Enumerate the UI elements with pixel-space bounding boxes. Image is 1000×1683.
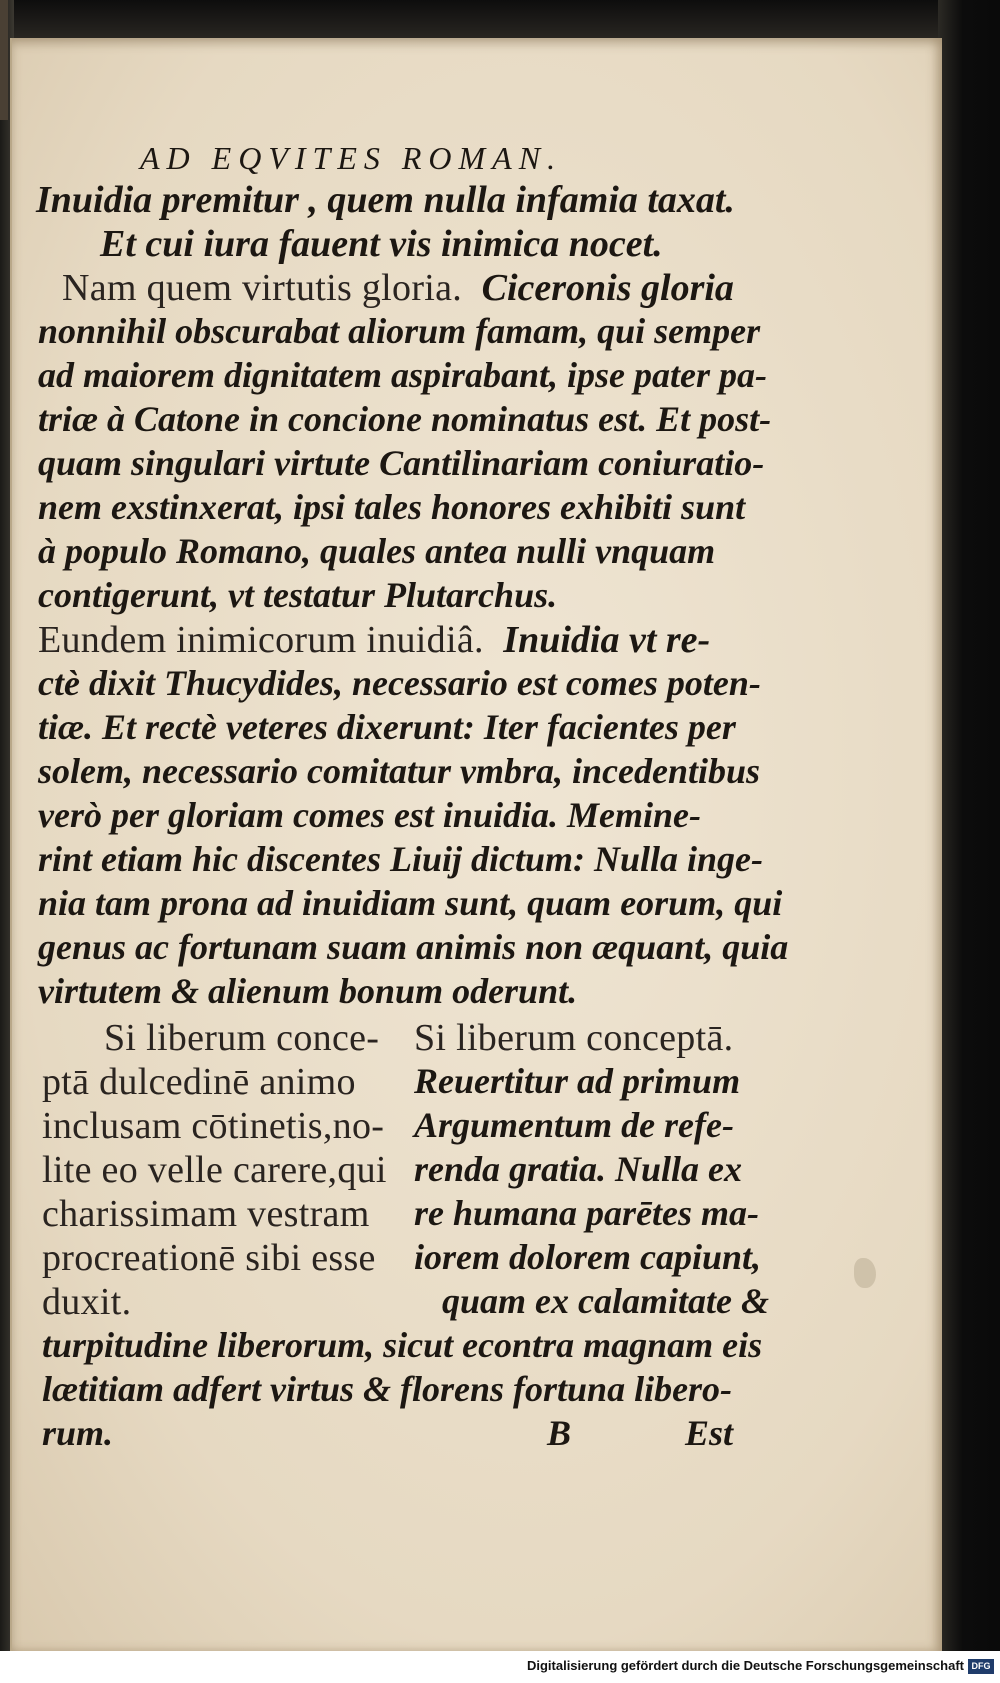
commentary-2-lemma: Eundem inimicorum inuidiâ. [38,619,484,661]
note-column-line: iorem dolorem capiunt, [414,1237,762,1277]
dfg-logo: DFG [968,1659,994,1674]
tail-line: turpitudine liberorum, sicut econtra magnam eis [42,1325,763,1365]
running-head: AD EQVITES ROMAN. [140,140,563,176]
commentary-2-first-line [38,618,710,662]
text-column-line: lite eo velle carere,qui [42,1149,387,1191]
note-column-line: renda gratia. Nulla ex [414,1149,743,1189]
commentary-1-line: quam singulari virtute Cantilinariam coniuratio- [38,443,765,483]
commentary-2-line: rint etiam hic discentes Liuij dictum: Nulla inge- [38,839,764,879]
commentary-1-line: contigerunt, vt testatur Plutarchus. [38,575,558,615]
commentary-2-line: genus ac fortunam suam animis non æquant, quia [38,927,789,967]
note-column-line: Si liberum conceptā. [414,1017,734,1059]
commentary-1-line: à populo Romano, quales antea nulli vnquam [38,531,716,571]
banner-text: Digitalisierung gefördert durch die Deutsche Forschungsgemeinschaft [526,1658,964,1673]
commentary-1-line: nem exstinxerat, ipsi tales honores exhibiti sunt [38,487,746,527]
scan-top-edge [0,0,1000,40]
commentary-2-line: tiæ. Et rectè veteres dixerunt: Iter facientes per [38,707,736,747]
text-column-line: procreationē sibi esse [42,1237,376,1279]
text-column-line: duxit. [42,1281,132,1323]
verse-line-1: Inuidia premitur , quem nulla infamia taxat. [36,179,735,221]
catchword: Est [685,1413,734,1453]
note-column-line: Reuertitur ad primum [414,1061,741,1101]
verse-line-2: Et cui iura fauent vis inimica nocet. [100,223,663,265]
text-column-line: Si liberum conce- [104,1017,380,1059]
commentary-1-line: Ciceronis gloria [481,267,734,309]
note-column-line: re humana parētes ma- [414,1193,760,1233]
note-column-line: Argumentum de refe- [414,1105,734,1145]
commentary-2-line: verò per gloriam comes est inuidia. Memine- [38,795,701,835]
commentary-1-line: triæ à Catone in concione nominatus est. Et post- [38,399,772,439]
digitization-banner [0,1651,1000,1683]
book-page [10,38,942,1651]
tail-line: rum. [42,1413,114,1453]
commentary-2-line: nia tam prona ad inuidiam sunt, quam eorum, qui [38,883,783,923]
commentary-2-line: solem, necessario comitatur vmbra, incedentibus [38,751,761,791]
text-column-line: ptā dulcedinē animo [42,1061,356,1103]
commentary-2-line: virtutem & alienum bonum oderunt. [38,971,578,1011]
commentary-1-line: ad maiorem dignitatem aspirabant, ipse pater pa- [38,355,768,395]
commentary-2-line: Inuidia vt re- [503,619,711,661]
paper-stain [854,1258,876,1288]
commentary-1-line: nonnihil obscurabat aliorum famam, qui semper [38,311,761,351]
commentary-2-line: ctè dixit Thucydides, necessario est comes poten- [38,663,761,703]
text-column-line: inclusam cōtinetis,no- [42,1105,385,1147]
tail-line: lætitiam adfert virtus & florens fortuna libero- [42,1369,733,1409]
signature-mark: B [547,1413,572,1453]
text-column-line: charissimam vestram [42,1193,370,1235]
spine-mark [0,0,8,120]
scan-right-edge [938,0,1000,1683]
commentary-1-lemma: Nam quem virtutis gloria. [62,267,463,309]
commentary-1-first-line [62,266,734,310]
note-column-line: quam ex calamitate & [442,1281,769,1321]
